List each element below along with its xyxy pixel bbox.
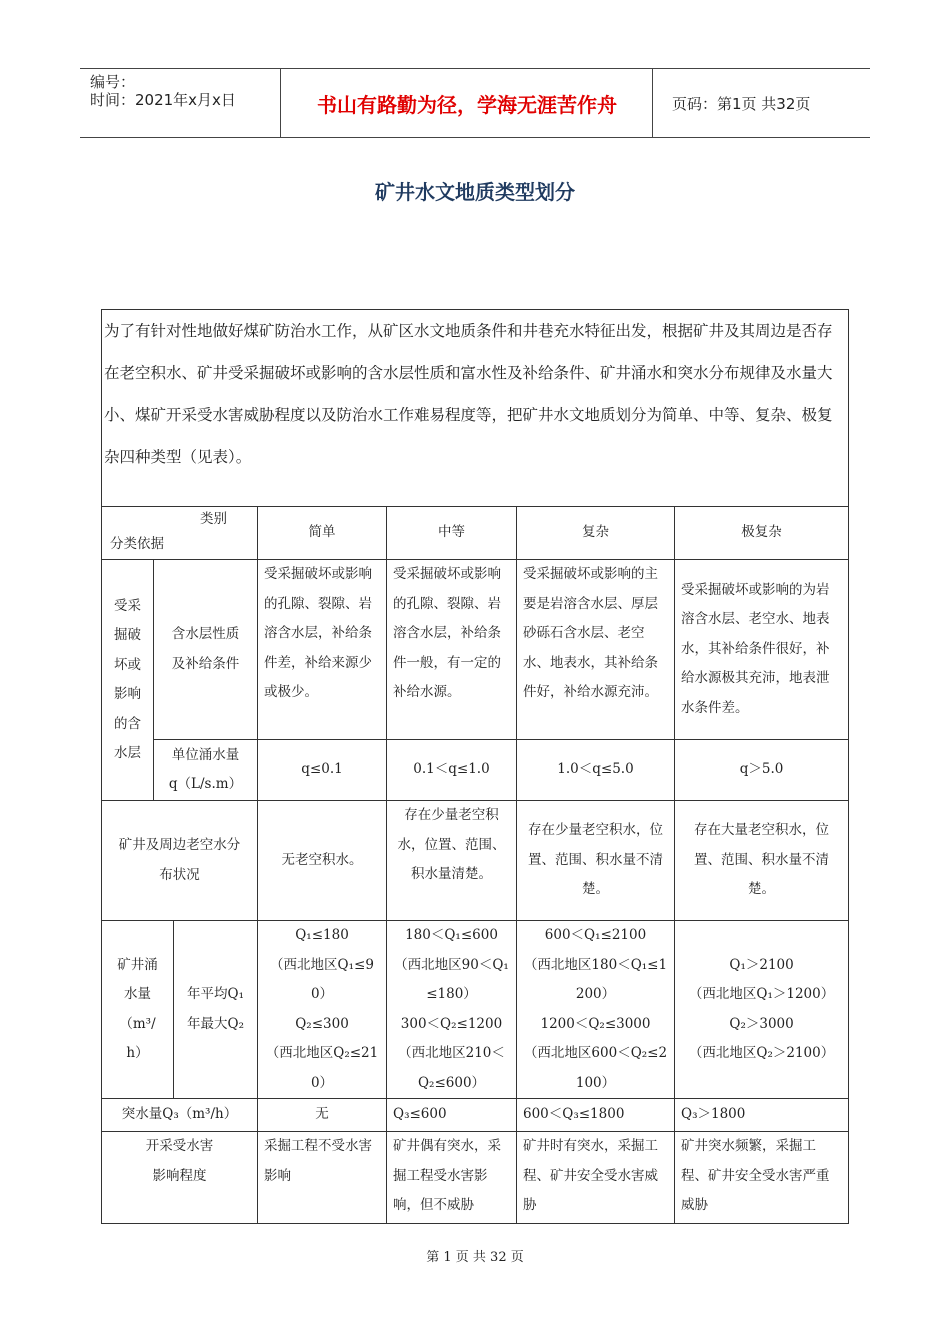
column-header-medium: 中等 (387, 507, 517, 560)
inflow-line: Q₂≤300 (295, 1015, 349, 1032)
page-header (80, 68, 870, 138)
old-water-cell-very-complex: 存在大量老空积水，位置、范围、积水量不清楚。 (675, 801, 849, 921)
burst-cell-simple: 无 (258, 1099, 387, 1132)
inflow-line: （西北地区210＜Q₂≤600） (398, 1045, 505, 1091)
table-corner-cell (102, 507, 258, 560)
corner-category-label: 类别 (200, 511, 227, 527)
threat-cell-medium: 矿井偶有突水，采掘工程受水害影响，但不威胁 (387, 1132, 517, 1224)
threat-cell-simple: 采掘工程不受水害影响 (258, 1132, 387, 1224)
threat-cell-complex: 矿井时有突水，采掘工程、矿井安全受水害威胁 (517, 1132, 675, 1224)
header-meta (80, 69, 280, 141)
aquifer-cell-very-complex: 受采掘破坏或影响的为岩溶含水层、老空水、地表水，其补给条件很好，补给水源极其充沛，地表泄水条件差。 (675, 560, 849, 740)
unit-inflow-cell-complex: 1.0＜q≤5.0 (517, 740, 675, 801)
aquifer-group-label: 受采掘破坏或影响的含水层 (102, 560, 154, 801)
aquifer-cell-complex: 受采掘破坏或影响的主要是岩溶含水层、厚层砂砾石含水层、老空水、地表水，其补给条件好，补给水源充沛。 (517, 560, 675, 740)
threat-row-label: 开采受水害影响程度 (102, 1132, 258, 1224)
column-header-simple: 简单 (258, 507, 387, 560)
classification-table (101, 309, 849, 1224)
mine-inflow-cell-complex (517, 921, 675, 1099)
inflow-line: （西北地区Q₁≤90） (270, 956, 374, 1002)
aquifer-cell-simple: 受采掘破坏或影响的孔隙、裂隙、岩溶含水层，补给条件差，补给来源少或极少。 (258, 560, 387, 740)
inflow-line: （西北地区180＜Q₁≤1200） (523, 956, 668, 1002)
unit-inflow-cell-medium: 0.1＜q≤1.0 (387, 740, 517, 801)
threat-cell-very-complex: 矿井突水频繁，采掘工程、矿井安全受水害严重威胁 (675, 1132, 849, 1224)
inflow-line: Q₁≤180 (295, 927, 349, 943)
inflow-line: （西北地区Q₂≤210） (265, 1045, 379, 1091)
mine-inflow-cell-simple (258, 921, 387, 1099)
inflow-line: （西北地区Q₁＞1200） (688, 986, 835, 1002)
old-water-cell-medium: 存在少量老空积水，位置、范围、积水量清楚。 (387, 801, 517, 921)
burst-row-label: 突水量Q₃（m³/h） (102, 1099, 258, 1132)
inflow-line: 1200＜Q₂≤3000 (540, 1015, 651, 1032)
time-label: 时间：2021年x月x日 (90, 91, 236, 109)
aquifer-row-label: 含水层性质及补给条件 (154, 560, 258, 740)
unit-inflow-cell-very-complex: q＞5.0 (675, 740, 849, 801)
number-label: 编号： (90, 73, 136, 91)
unit-inflow-label-line1: 单位涌水量 (171, 746, 240, 763)
header-divider (280, 69, 281, 137)
inflow-line: 180＜Q₁≤600 (405, 927, 498, 943)
inflow-line: Q₂＞3000 (729, 1015, 794, 1032)
inflow-line: Q₁＞2100 (729, 956, 794, 973)
old-water-cell-complex: 存在少量老空积水，位置、范围、积水量不清楚。 (517, 801, 675, 921)
intro-paragraph: 为了有针对性地做好煤矿防治水工作，从矿区水文地质条件和井巷充水特征出发，根据矿井及其周边是否存在老空积水、矿井受采掘破坏或影响的含水层性质和富水性及补给条件、矿井涌水和突水分布规律及水量大小、煤矿开采受水害威胁程度以及防治水工作难易程度等，把矿井水文地质划分为简单、中等、复杂、极复杂四种类型（见表）。 (102, 310, 849, 507)
old-water-row-label: 矿井及周边老空水分布状况 (102, 801, 258, 921)
unit-inflow-cell-simple: q≤0.1 (258, 740, 387, 801)
header-divider (652, 69, 653, 137)
corner-basis-label: 分类依据 (110, 535, 164, 552)
inflow-line: （西北地区600＜Q₂≤2100） (523, 1045, 668, 1091)
document-title: 矿井水文地质类型划分 (375, 180, 575, 204)
mine-inflow-group-label: 矿井涌水量（m³/h） (102, 921, 174, 1099)
unit-inflow-label-line2: q（L/s.m） (168, 776, 243, 792)
header-page-label: 页码：第1页 共32页 (672, 94, 811, 113)
old-water-cell-simple: 无老空积水。 (258, 801, 387, 921)
burst-cell-medium: Q₃≤600 (387, 1099, 517, 1132)
burst-cell-complex: 600＜Q₃≤1800 (517, 1099, 675, 1132)
burst-cell-very-complex: Q₃＞1800 (675, 1099, 849, 1132)
column-header-complex: 复杂 (517, 507, 675, 560)
header-motto: 书山有路勤为径，学海无涯苦作舟 (317, 92, 617, 117)
column-header-very-complex: 极复杂 (675, 507, 849, 560)
unit-inflow-row-label (154, 740, 258, 801)
mine-inflow-cell-medium (387, 921, 517, 1099)
inflow-line: 300＜Q₂≤1200 (400, 1015, 503, 1032)
page-footer: 第 1 页 共 32 页 (426, 1250, 524, 1265)
mine-inflow-row-label: 年平均Q₁ 年最大Q₂ (174, 921, 258, 1099)
inflow-line: 600＜Q₁≤2100 (544, 927, 647, 943)
mine-inflow-cell-very-complex (675, 921, 849, 1099)
inflow-line: （西北地区Q₂＞2100） (688, 1045, 835, 1061)
inflow-line: （西北地区90＜Q₁≤180） (394, 956, 509, 1002)
aquifer-cell-medium: 受采掘破坏或影响的孔隙、裂隙、岩溶含水层，补给条件一般，有一定的补给水源。 (387, 560, 517, 740)
